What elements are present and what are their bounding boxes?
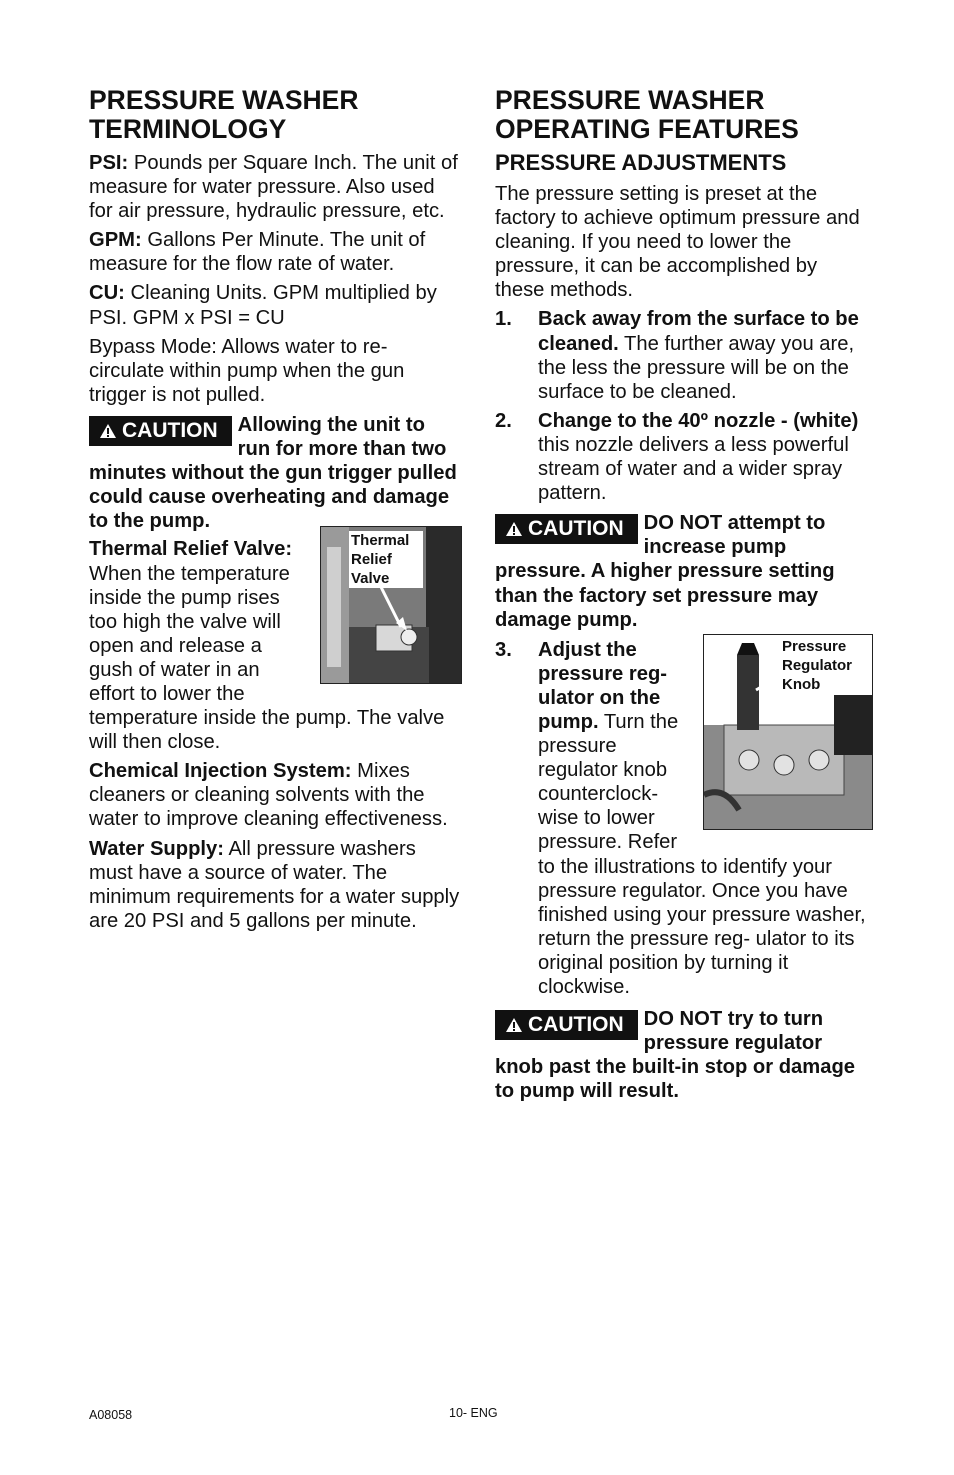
gpm-definition: GPM: Gallons Per Minute. The unit of measure for the flow rate of water. [89, 229, 426, 276]
overheating-caution [89, 413, 461, 533]
page-number: 10- ENG [449, 1406, 498, 1420]
document-code: A08058 [89, 1408, 133, 1422]
caution-text: Allowing the unit to run for more than two minutes without the gun trigger pulled could cause overheating and damage to the pump. [89, 413, 457, 533]
pressure-regulator-photo [703, 634, 873, 830]
warning-triangle-icon [99, 423, 117, 439]
thermal-relief-valve-label: Thermal Relief Valve [349, 531, 423, 588]
pressure-intro: The pressure setting is preset at the factory to achieve optimum pressure and cleaning. If you need to lower the pressure, it can be accomplished by these methods. [495, 183, 860, 302]
bypass-definition: Bypass Mode: Allows water to re-circulate within pump when the gun trigger is not pulled. [89, 335, 405, 406]
terminology-heading: PRESSURE WASHER TERMINOLOGY [89, 85, 359, 144]
pressure-increase-caution [495, 511, 867, 631]
caution-badge: CAUTION [89, 416, 232, 446]
caution-text: DO NOT attempt to increase pump pressure. A higher pressure setting than the factory set pressure may damage pump. [495, 512, 835, 631]
operating-features-heading: PRESSURE WASHER OPERATING FEATURES [495, 85, 799, 144]
warning-triangle-icon [505, 521, 523, 537]
thermal-relief-definition: Thermal Relief Valve Thermal Relief Valve: When the temperature inside the pump rises too high the valve will open and release a gush of water in an effort to lower the temperature inside the pump. The valve will then close. [89, 537, 461, 754]
pressure-adjustments-heading: PRESSURE ADJUSTMENTS [495, 150, 787, 175]
operating-features-column [495, 86, 867, 1107]
terminology-column [89, 86, 461, 938]
regulator-stop-caution [495, 1007, 867, 1103]
warning-triangle-icon [505, 1017, 523, 1033]
caution-badge: CAUTION [495, 1010, 638, 1040]
list-item: 1. Back away from the surface to be cleaned. The further away you are, the less the pressure will be on the surface to be cleaned. [495, 308, 859, 403]
list-item: 3. Pressure Regulator Knob Adjust the pressure reg- ulator on the pump. Turn the pressure regulator knob counterclock- wise to lower pressure. Refer to the illustrations to identify your pressure regulator. Once you have finished using your pressure washer, return the pressure reg- ulator to its original position by turning it clockwise. [495, 638, 867, 999]
chemical-injection-definition: Chemical Injection System: Mixes cleaners or cleaning solvents with the water to improve cleaning effectiveness. [89, 760, 448, 831]
water-supply-definition: Water Supply: All pressure washers must have a source of water. The minimum requirements for a water supply are 20 PSI and 5 gallons per minute. [89, 837, 460, 932]
thermal-relief-valve-photo [320, 526, 462, 684]
caution-text: DO NOT try to turn pressure regulator knob past the built-in stop or damage to pump will result. [495, 1008, 856, 1103]
psi-definition: PSI: Pounds per Square Inch. The unit of measure for water pressure. Also used for air pressure, hydraulic pressure, etc. [89, 152, 458, 223]
cu-definition: CU: Cleaning Units. GPM multiplied by PSI. GPM x PSI = CU [89, 282, 437, 329]
pressure-regulator-knob-label: Pressure Regulator Knob [782, 637, 870, 694]
list-item: 2. Change to the 40º nozzle - (white) this nozzle delivers a less powerful stream of water and a wider spray pattern. [495, 409, 859, 505]
caution-badge: CAUTION [495, 514, 638, 544]
